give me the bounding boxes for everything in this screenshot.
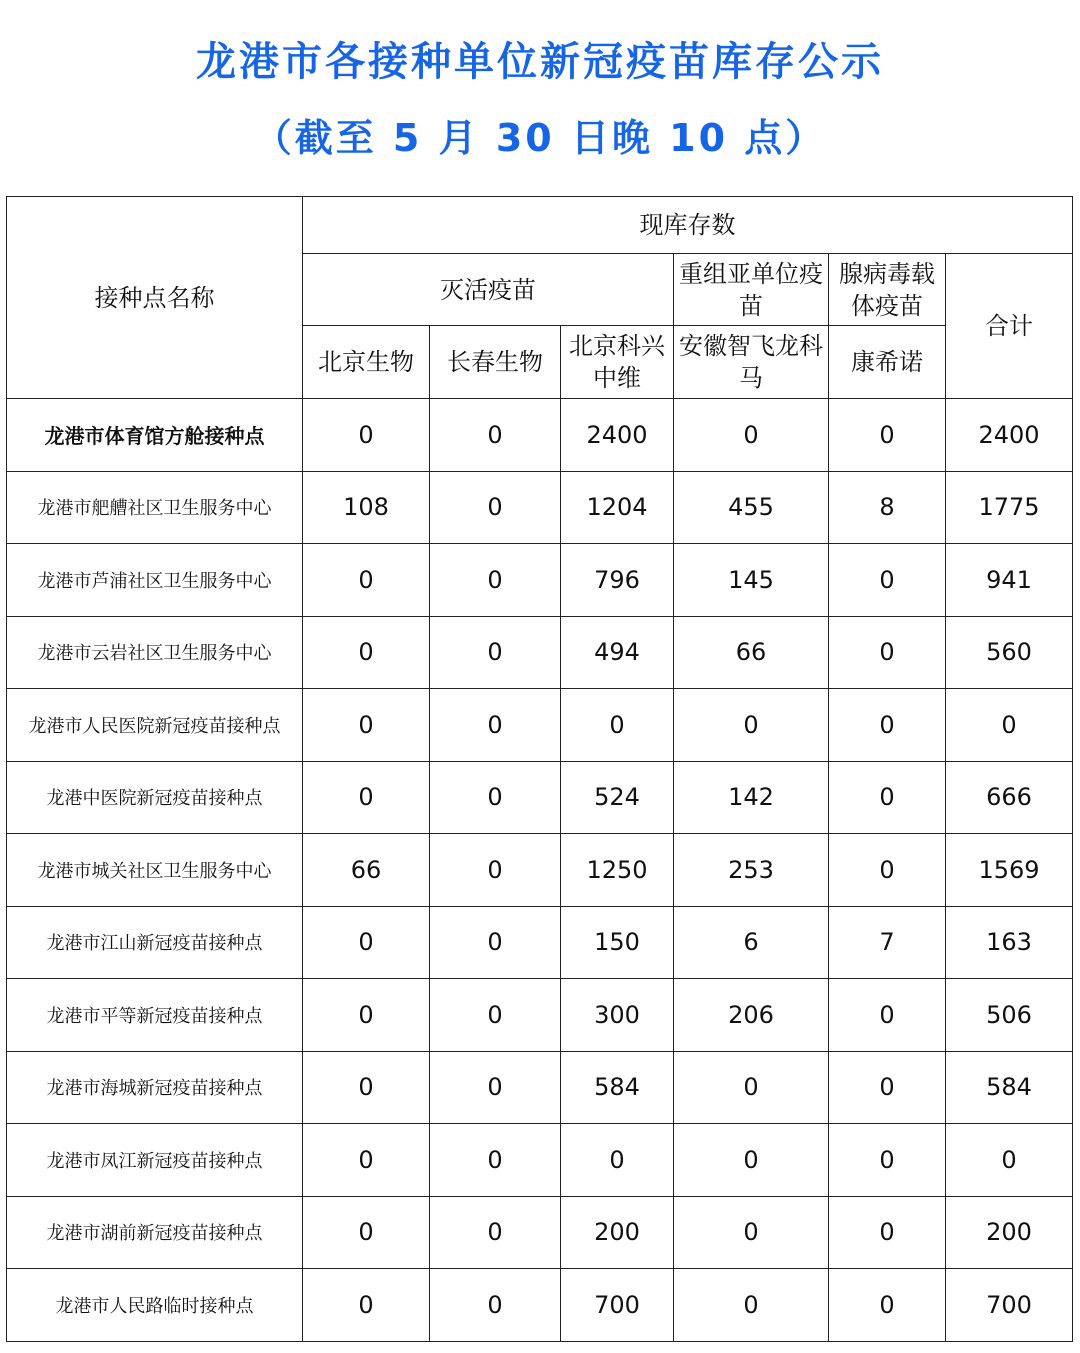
table-row <box>7 761 1073 834</box>
sinovac-cell: 2400 <box>561 399 674 472</box>
table-row <box>7 1124 1073 1197</box>
table-row <box>7 689 1073 762</box>
table-row <box>7 1196 1073 1269</box>
site-name-cell: 龙港中医院新冠疫苗接种点 <box>7 761 303 834</box>
table-row <box>7 399 1073 472</box>
total-cell: 2400 <box>946 399 1073 472</box>
changchun-bio-cell: 0 <box>430 979 561 1052</box>
sinovac-cell: 200 <box>561 1196 674 1269</box>
header-adenovirus: 腺病毒载体疫苗 <box>829 254 946 326</box>
header-anhui-zhifei: 安徽智飞龙科马 <box>674 326 829 399</box>
site-name-cell: 龙港市湖前新冠疫苗接种点 <box>7 1196 303 1269</box>
total-cell: 0 <box>946 689 1073 762</box>
sinovac-cell: 796 <box>561 544 674 617</box>
site-name-cell: 龙港市凤江新冠疫苗接种点 <box>7 1124 303 1197</box>
header-recombinant: 重组亚单位疫苗 <box>674 254 829 326</box>
cansino-cell: 8 <box>829 471 946 544</box>
table-row <box>7 1269 1073 1342</box>
cansino-cell: 0 <box>829 1269 946 1342</box>
anhui-zhifei-cell: 0 <box>674 1124 829 1197</box>
table-row <box>7 834 1073 907</box>
changchun-bio-cell: 0 <box>430 689 561 762</box>
cansino-cell: 0 <box>829 834 946 907</box>
beijing-bio-cell: 0 <box>303 906 430 979</box>
changchun-bio-cell: 0 <box>430 399 561 472</box>
sinovac-cell: 1250 <box>561 834 674 907</box>
cansino-cell: 0 <box>829 689 946 762</box>
site-name-cell: 龙港市云岩社区卫生服务中心 <box>7 616 303 689</box>
changchun-bio-cell: 0 <box>430 834 561 907</box>
header-current-stock: 现库存数 <box>303 197 1073 254</box>
table-row <box>7 906 1073 979</box>
sinovac-cell: 1204 <box>561 471 674 544</box>
beijing-bio-cell: 0 <box>303 979 430 1052</box>
header-sinovac: 北京科兴中维 <box>561 326 674 399</box>
sinovac-cell: 150 <box>561 906 674 979</box>
table-row <box>7 979 1073 1052</box>
sinovac-cell: 494 <box>561 616 674 689</box>
table-row <box>7 616 1073 689</box>
site-name-cell: 龙港市人民路临时接种点 <box>7 1269 303 1342</box>
changchun-bio-cell: 0 <box>430 906 561 979</box>
beijing-bio-cell: 0 <box>303 399 430 472</box>
site-name-cell: 龙港市海城新冠疫苗接种点 <box>7 1051 303 1124</box>
total-cell: 1775 <box>946 471 1073 544</box>
beijing-bio-cell: 108 <box>303 471 430 544</box>
sinovac-cell: 0 <box>561 689 674 762</box>
changchun-bio-cell: 0 <box>430 1124 561 1197</box>
site-name-cell: 龙港市人民医院新冠疫苗接种点 <box>7 689 303 762</box>
changchun-bio-cell: 0 <box>430 544 561 617</box>
total-cell: 584 <box>946 1051 1073 1124</box>
anhui-zhifei-cell: 0 <box>674 399 829 472</box>
table-row <box>7 1051 1073 1124</box>
header-total: 合计 <box>946 254 1073 399</box>
cansino-cell: 0 <box>829 544 946 617</box>
total-cell: 1569 <box>946 834 1073 907</box>
cansino-cell: 7 <box>829 906 946 979</box>
total-cell: 666 <box>946 761 1073 834</box>
page-subtitle-date: （截至 5 月 30 日晚 10 点） <box>253 116 827 160</box>
changchun-bio-cell: 0 <box>430 1051 561 1124</box>
changchun-bio-cell: 0 <box>430 1269 561 1342</box>
table-row <box>7 544 1073 617</box>
header-cansino: 康希诺 <box>829 326 946 399</box>
anhui-zhifei-cell: 142 <box>674 761 829 834</box>
beijing-bio-cell: 0 <box>303 616 430 689</box>
vaccine-inventory-table <box>6 196 1073 1342</box>
anhui-zhifei-cell: 206 <box>674 979 829 1052</box>
beijing-bio-cell: 0 <box>303 1124 430 1197</box>
header-changchun-bio: 长春生物 <box>430 326 561 399</box>
header-beijing-bio: 北京生物 <box>303 326 430 399</box>
cansino-cell: 0 <box>829 1196 946 1269</box>
cansino-cell: 0 <box>829 616 946 689</box>
anhui-zhifei-cell: 253 <box>674 834 829 907</box>
beijing-bio-cell: 66 <box>303 834 430 907</box>
site-name-cell: 龙港市江山新冠疫苗接种点 <box>7 906 303 979</box>
anhui-zhifei-cell: 455 <box>674 471 829 544</box>
cansino-cell: 0 <box>829 979 946 1052</box>
anhui-zhifei-cell: 0 <box>674 1196 829 1269</box>
anhui-zhifei-cell: 0 <box>674 1051 829 1124</box>
beijing-bio-cell: 0 <box>303 689 430 762</box>
total-cell: 941 <box>946 544 1073 617</box>
title-block <box>0 0 1080 196</box>
site-name-cell: 龙港市体育馆方舱接种点 <box>7 399 303 472</box>
anhui-zhifei-cell: 0 <box>674 689 829 762</box>
total-cell: 200 <box>946 1196 1073 1269</box>
sinovac-cell: 0 <box>561 1124 674 1197</box>
total-cell: 700 <box>946 1269 1073 1342</box>
site-name-cell: 龙港市舥艚社区卫生服务中心 <box>7 471 303 544</box>
total-cell: 0 <box>946 1124 1073 1197</box>
site-name-cell: 龙港市平等新冠疫苗接种点 <box>7 979 303 1052</box>
page-title: 龙港市各接种单位新冠疫苗库存公示 <box>196 39 884 85</box>
beijing-bio-cell: 0 <box>303 1269 430 1342</box>
total-cell: 163 <box>946 906 1073 979</box>
beijing-bio-cell: 0 <box>303 544 430 617</box>
changchun-bio-cell: 0 <box>430 471 561 544</box>
changchun-bio-cell: 0 <box>430 616 561 689</box>
sinovac-cell: 300 <box>561 979 674 1052</box>
beijing-bio-cell: 0 <box>303 761 430 834</box>
total-cell: 560 <box>946 616 1073 689</box>
sinovac-cell: 584 <box>561 1051 674 1124</box>
site-name-cell: 龙港市城关社区卫生服务中心 <box>7 834 303 907</box>
cansino-cell: 0 <box>829 1124 946 1197</box>
beijing-bio-cell: 0 <box>303 1196 430 1269</box>
changchun-bio-cell: 0 <box>430 761 561 834</box>
site-name-cell: 龙港市芦浦社区卫生服务中心 <box>7 544 303 617</box>
anhui-zhifei-cell: 66 <box>674 616 829 689</box>
header-inactivated: 灭活疫苗 <box>303 254 674 326</box>
total-cell: 506 <box>946 979 1073 1052</box>
sinovac-cell: 700 <box>561 1269 674 1342</box>
anhui-zhifei-cell: 6 <box>674 906 829 979</box>
changchun-bio-cell: 0 <box>430 1196 561 1269</box>
anhui-zhifei-cell: 145 <box>674 544 829 617</box>
cansino-cell: 0 <box>829 399 946 472</box>
header-site-name: 接种点名称 <box>7 197 303 399</box>
beijing-bio-cell: 0 <box>303 1051 430 1124</box>
cansino-cell: 0 <box>829 1051 946 1124</box>
sinovac-cell: 524 <box>561 761 674 834</box>
anhui-zhifei-cell: 0 <box>674 1269 829 1342</box>
cansino-cell: 0 <box>829 761 946 834</box>
table-row <box>7 471 1073 544</box>
